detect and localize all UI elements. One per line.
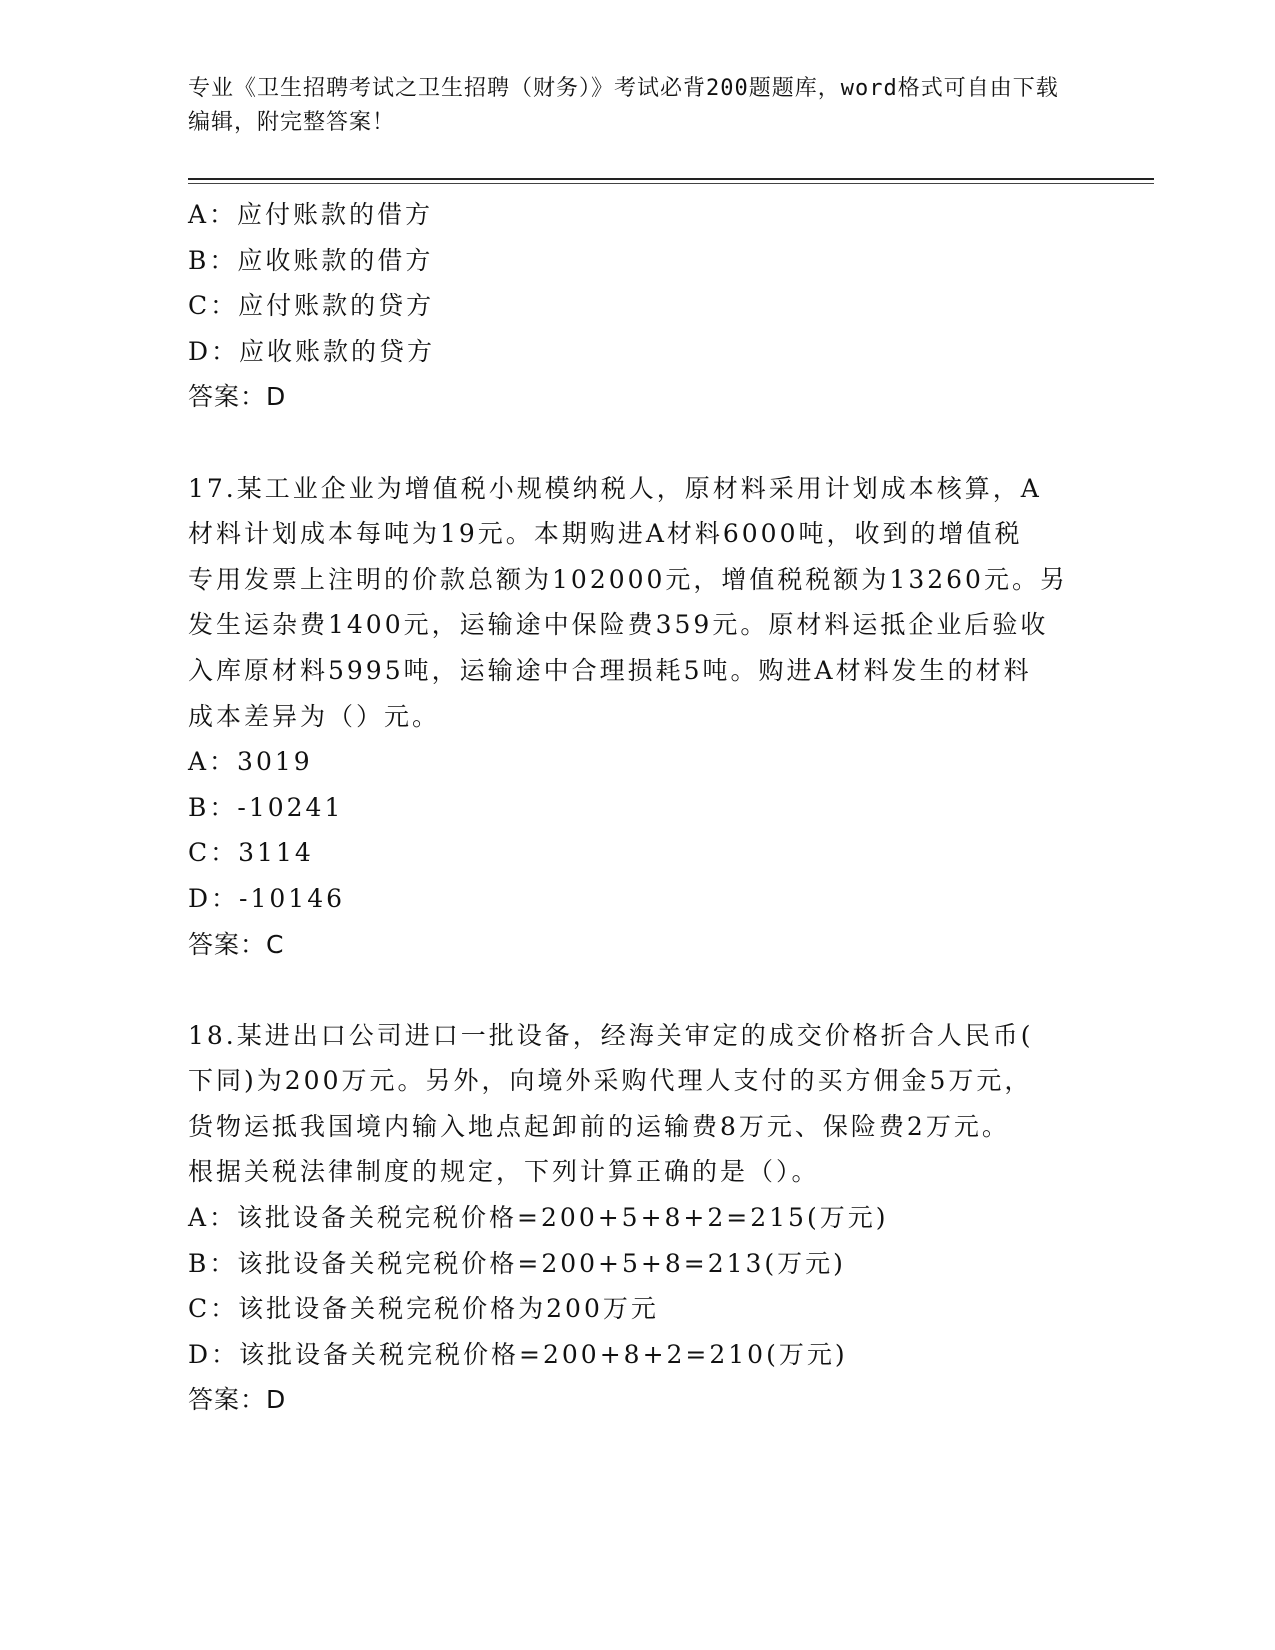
question-17 (188, 466, 1068, 968)
option-c: C：3114 (188, 838, 314, 868)
option-d: D：-10146 (188, 883, 346, 913)
header-divider-thin (188, 183, 1154, 184)
question-stem-line: 发生运杂费1400元，运输途中保险费359元。原材料运抵企业后验收 (188, 610, 1049, 640)
question-stem-line: 下同)为200万元。另外，向境外采购代理人支付的买方佣金5万元， (188, 1066, 1033, 1096)
spacer (188, 420, 1068, 466)
option-a: A：应付账款的借方 (188, 200, 434, 229)
question-18 (188, 1013, 1068, 1423)
answer-line: 答案：D (188, 382, 287, 412)
option-b: B：应收账款的借方 (188, 245, 434, 275)
question-stem-line: 根据关税法律制度的规定，下列计算正确的是（）。 (188, 1157, 820, 1187)
option-d: D：该批设备关税完税价格=200+8+2=210(万元) (188, 1339, 848, 1369)
question-stem-line: 专用发票上注明的价款总额为102000元，增值税税额为13260元。另 (188, 564, 1068, 594)
question-stem-line: 货物运抵我国境内输入地点起卸前的运输费8万元、保险费2万元。 (188, 1111, 1010, 1141)
question-16-tail (188, 192, 1068, 420)
document-body (188, 192, 1068, 1423)
answer-line: 答案：D (188, 1385, 287, 1415)
document-header: 专业《卫生招聘考试之卫生招聘（财务）》考试必背200题题库，word格式可自由下载编辑，附完整答案！ (188, 76, 1059, 135)
option-c: C：应付账款的贷方 (188, 291, 435, 321)
header-divider-thick (188, 178, 1154, 180)
question-stem-line: 成本差异为（）元。 (188, 701, 441, 731)
option-b: B：-10241 (188, 792, 344, 822)
spacer (188, 967, 1068, 1013)
option-c: C：该批设备关税完税价格为200万元 (188, 1294, 659, 1324)
option-d: D：应收账款的贷方 (188, 336, 436, 366)
question-stem-line: 材料计划成本每吨为19元。本期购进A材料6000吨，收到的增值税 (188, 519, 1023, 549)
answer-line: 答案：C (188, 929, 285, 959)
question-stem-line: 17.某工业企业为增值税小规模纳税人，原材料采用计划成本核算，A (188, 473, 1042, 503)
question-stem-line: 入库原材料5995吨，运输途中合理损耗5吨。购进A材料发生的材料 (188, 655, 1032, 685)
option-a: A：该批设备关税完税价格=200+5+8+2=215(万元) (188, 1203, 889, 1233)
option-b: B：该批设备关税完税价格=200+5+8=213(万元) (188, 1248, 846, 1278)
option-a: A：3019 (188, 747, 313, 777)
question-stem-line: 18.某进出口公司进口一批设备，经海关审定的成交价格折合人民币( (188, 1020, 1034, 1050)
